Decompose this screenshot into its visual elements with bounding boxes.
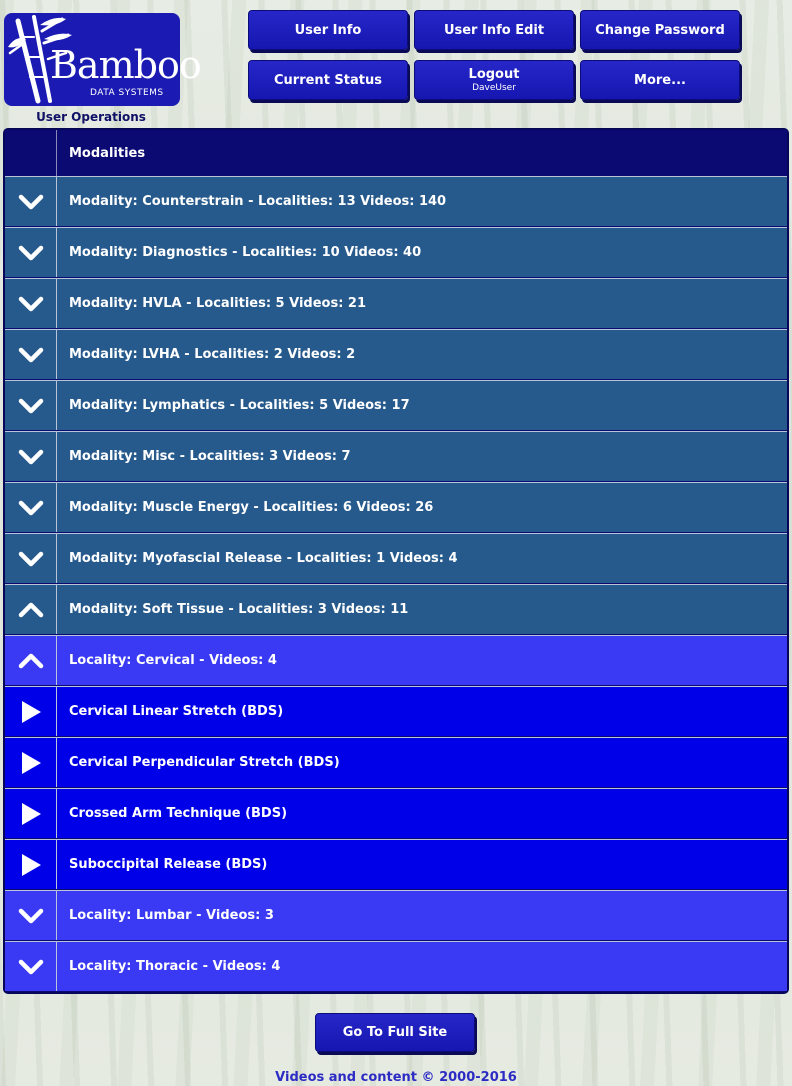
locality-row[interactable] — [5, 635, 787, 685]
video-row[interactable] — [5, 737, 787, 787]
change-password-button[interactable] — [580, 10, 740, 50]
logo-brand-text: Bamboo — [50, 43, 201, 87]
modality-row[interactable] — [5, 380, 787, 430]
user-info-label: User Info — [294, 22, 362, 38]
row-label: Suboccipital Release (BDS) — [69, 857, 268, 872]
row-label: Modality: Counterstrain - Localities: 13 Videos: 140 — [69, 194, 447, 209]
row-label: Cervical Perpendicular Stretch (BDS) — [69, 755, 340, 770]
video-row[interactable] — [5, 839, 787, 889]
go-to-full-site-label: Go To Full Site — [342, 1025, 448, 1040]
chevron-down-icon[interactable] — [5, 330, 57, 379]
more-button[interactable] — [580, 60, 740, 100]
play-icon[interactable] — [5, 840, 57, 889]
chevron-down-icon[interactable] — [5, 432, 57, 481]
go-to-full-site-button[interactable] — [315, 1013, 475, 1052]
locality-row[interactable] — [5, 941, 787, 991]
chevron-down-icon[interactable] — [5, 483, 57, 532]
modality-row[interactable] — [5, 176, 787, 226]
modality-row[interactable] — [5, 584, 787, 634]
modality-row[interactable] — [5, 431, 787, 481]
header-icon-cell — [5, 130, 57, 176]
current-status-label: Current Status — [274, 72, 382, 88]
chevron-down-icon[interactable] — [5, 228, 57, 277]
row-label: Modality: Myofascial Release - Localities: 1 Videos: 4 — [69, 551, 458, 566]
user-info-button[interactable] — [248, 10, 408, 50]
modality-row[interactable] — [5, 533, 787, 583]
chevron-down-icon[interactable] — [5, 177, 57, 226]
more-label: More... — [634, 72, 686, 88]
chevron-down-icon[interactable] — [5, 381, 57, 430]
video-row[interactable] — [5, 788, 787, 838]
user-info-edit-button[interactable] — [414, 10, 574, 50]
footer-copyright: Videos and content © 2000-2016 — [275, 1070, 517, 1085]
row-label: Crossed Arm Technique (BDS) — [69, 806, 288, 821]
chevron-down-icon[interactable] — [5, 279, 57, 328]
row-label: Modality: Lymphatics - Localities: 5 Videos: 17 — [69, 398, 410, 413]
table-header-row — [5, 130, 787, 176]
logout-button[interactable] — [414, 60, 574, 100]
table-header-title: Modalities — [69, 145, 146, 161]
logout-label: Logout — [468, 67, 520, 82]
logo-subtitle-text: DATA SYSTEMS — [90, 88, 164, 98]
change-password-label: Change Password — [595, 22, 725, 38]
row-label: Modality: Diagnostics - Localities: 10 Videos: 40 — [69, 245, 422, 260]
play-icon[interactable] — [5, 687, 57, 736]
modality-row[interactable] — [5, 227, 787, 277]
play-icon[interactable] — [5, 738, 57, 787]
chevron-down-icon[interactable] — [5, 942, 57, 991]
user-info-edit-label: User Info Edit — [443, 22, 545, 38]
row-label: Modality: Muscle Energy - Localities: 6 Videos: 26 — [69, 500, 434, 515]
row-label: Cervical Linear Stretch (BDS) — [69, 704, 284, 719]
chevron-down-icon[interactable] — [5, 534, 57, 583]
row-label: Modality: Misc - Localities: 3 Videos: 7 — [69, 449, 351, 464]
user-operations-label: User Operations — [36, 110, 146, 124]
row-label: Locality: Lumbar - Videos: 3 — [69, 908, 274, 923]
bamboo-logo[interactable] — [4, 13, 201, 106]
modalities-table — [3, 128, 789, 994]
row-label: Locality: Cervical - Videos: 4 — [69, 653, 277, 668]
modality-row[interactable] — [5, 278, 787, 328]
row-label: Modality: Soft Tissue - Localities: 3 Videos: 11 — [69, 602, 409, 617]
locality-row[interactable] — [5, 890, 787, 940]
chevron-up-icon[interactable] — [5, 585, 57, 634]
row-label: Locality: Thoracic - Videos: 4 — [69, 959, 281, 974]
video-row[interactable] — [5, 686, 787, 736]
chevron-up-icon[interactable] — [5, 636, 57, 685]
modality-row[interactable] — [5, 482, 787, 532]
play-icon[interactable] — [5, 789, 57, 838]
row-label: Modality: LVHA - Localities: 2 Videos: 2 — [69, 347, 356, 362]
current-status-button[interactable] — [248, 60, 408, 100]
row-label: Modality: HVLA - Localities: 5 Videos: 21 — [69, 296, 367, 311]
logout-username: DaveUser — [472, 83, 516, 93]
chevron-down-icon[interactable] — [5, 891, 57, 940]
modality-row[interactable] — [5, 329, 787, 379]
